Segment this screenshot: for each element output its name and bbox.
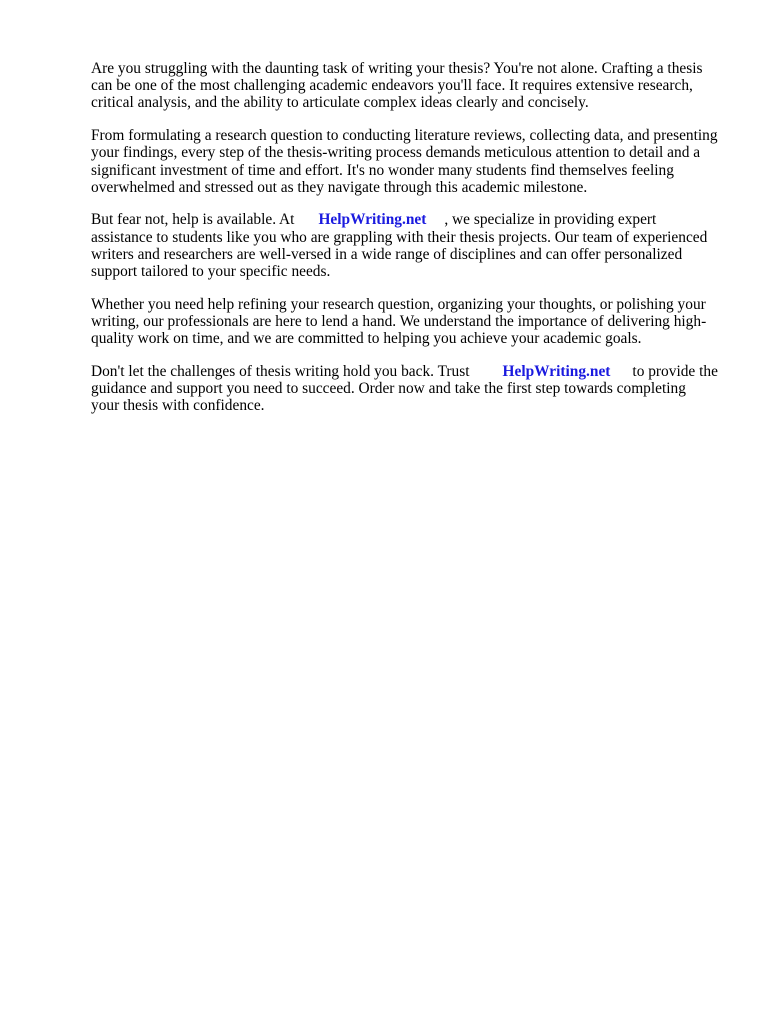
helpwriting-link[interactable]: HelpWriting.net xyxy=(502,362,611,380)
helpwriting-link[interactable]: HelpWriting.net xyxy=(318,211,427,229)
text-line: assistance to students like you who are grappling with their thesis projects. Our team of experienced xyxy=(91,228,708,246)
paragraph-intro xyxy=(91,60,731,112)
document-body xyxy=(91,60,731,430)
text-line: overwhelmed and stressed out as they navigate through this academic milestone. xyxy=(91,178,588,196)
text-line-with-link xyxy=(91,363,731,380)
text-line: quality work on time, and we are committed to helping you achieve your academic goals. xyxy=(91,330,642,348)
text-line: significant investment of time and effort. It's no wonder many students find themselves feeling xyxy=(91,161,674,179)
paragraph-services xyxy=(91,296,731,348)
text-line: Whether you need help refining your research question, organizing your thoughts, or polishing your xyxy=(91,295,706,313)
text-line: writing, our professionals are here to lend a hand. We understand the importance of delivering high- xyxy=(91,312,707,330)
text-segment: , we specialize in providing expert xyxy=(444,211,657,229)
text-line: support tailored to your specific needs. xyxy=(91,263,331,281)
text-segment: to provide the xyxy=(632,362,718,380)
text-line-with-link xyxy=(91,211,731,228)
text-segment: But fear not, help is available. At xyxy=(91,211,295,229)
paragraph-help-available xyxy=(91,211,731,280)
text-line: From formulating a research question to conducting literature reviews, collecting data, and presenting xyxy=(91,127,718,145)
text-line: writers and researchers are well-versed in a wide range of disciplines and can offer personalized xyxy=(91,245,683,263)
text-line: guidance and support you need to succeed. Order now and take the first step towards completing xyxy=(91,380,686,398)
text-line: critical analysis, and the ability to articulate complex ideas clearly and concisely. xyxy=(91,94,589,112)
text-line: your thesis with confidence. xyxy=(91,397,265,415)
text-line: Are you struggling with the daunting task of writing your thesis? You're not alone. Crafting a thesis xyxy=(91,60,703,77)
text-segment: Don't let the challenges of thesis writing hold you back. Trust xyxy=(91,362,470,380)
paragraph-call-to-action xyxy=(91,363,731,415)
text-line: your findings, every step of the thesis-writing process demands meticulous attention to detail and a xyxy=(91,144,701,162)
paragraph-process xyxy=(91,127,731,196)
text-line: can be one of the most challenging academic endeavors you'll face. It requires extensive research, xyxy=(91,77,693,95)
